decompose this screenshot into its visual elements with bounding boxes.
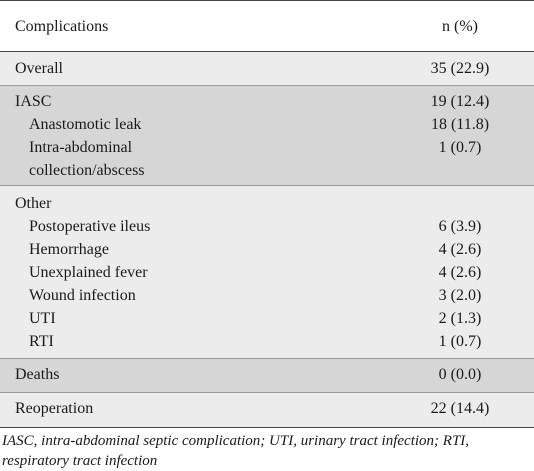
intra-abdominal-value: 1 (0.7) bbox=[438, 139, 482, 156]
uti-value: 2 (1.3) bbox=[438, 310, 482, 327]
unexplained-fever-value: 4 (2.6) bbox=[438, 264, 482, 281]
rti-label: RTI bbox=[29, 333, 54, 350]
header-complications: Complications bbox=[15, 18, 109, 35]
group-iasc bbox=[0, 86, 534, 186]
other-label: Other bbox=[15, 195, 52, 212]
wound-infection-label: Wound infection bbox=[29, 287, 136, 304]
group-other bbox=[0, 186, 534, 359]
header-n-percent: n (%) bbox=[442, 18, 478, 35]
uti-label: UTI bbox=[29, 310, 56, 327]
iasc-value: 19 (12.4) bbox=[430, 93, 490, 110]
reoperation-value: 22 (14.4) bbox=[430, 400, 490, 417]
rti-value: 1 (0.7) bbox=[438, 333, 482, 350]
row-overall bbox=[0, 52, 534, 86]
anastomotic-leak-label: Anastomotic leak bbox=[29, 116, 142, 133]
overall-value: 35 (22.9) bbox=[430, 60, 490, 77]
intra-abdominal-label-line2: collection/abscess bbox=[29, 162, 145, 179]
reoperation-label: Reoperation bbox=[15, 400, 94, 417]
deaths-label: Deaths bbox=[15, 366, 60, 383]
anastomotic-leak-value: 18 (11.8) bbox=[430, 116, 490, 133]
hemorrhage-label: Hemorrhage bbox=[29, 241, 109, 258]
hemorrhage-value: 4 (2.6) bbox=[438, 241, 482, 258]
iasc-label: IASC bbox=[15, 93, 52, 110]
postoperative-ileus-label: Postoperative ileus bbox=[29, 218, 151, 235]
table-header-row bbox=[0, 0, 534, 52]
deaths-value: 0 (0.0) bbox=[438, 366, 482, 383]
intra-abdominal-label-line1: Intra-abdominal bbox=[29, 139, 133, 156]
postoperative-ileus-value: 6 (3.9) bbox=[438, 218, 482, 235]
overall-label: Overall bbox=[15, 60, 63, 77]
row-reoperation bbox=[0, 393, 534, 428]
row-deaths bbox=[0, 359, 534, 393]
wound-infection-value: 3 (2.0) bbox=[438, 287, 482, 304]
unexplained-fever-label: Unexplained fever bbox=[29, 264, 148, 281]
table-footnote: IASC, intra-abdominal septic complication; UTI, urinary tract infection; RTI, respiratory tract infection bbox=[2, 433, 470, 469]
